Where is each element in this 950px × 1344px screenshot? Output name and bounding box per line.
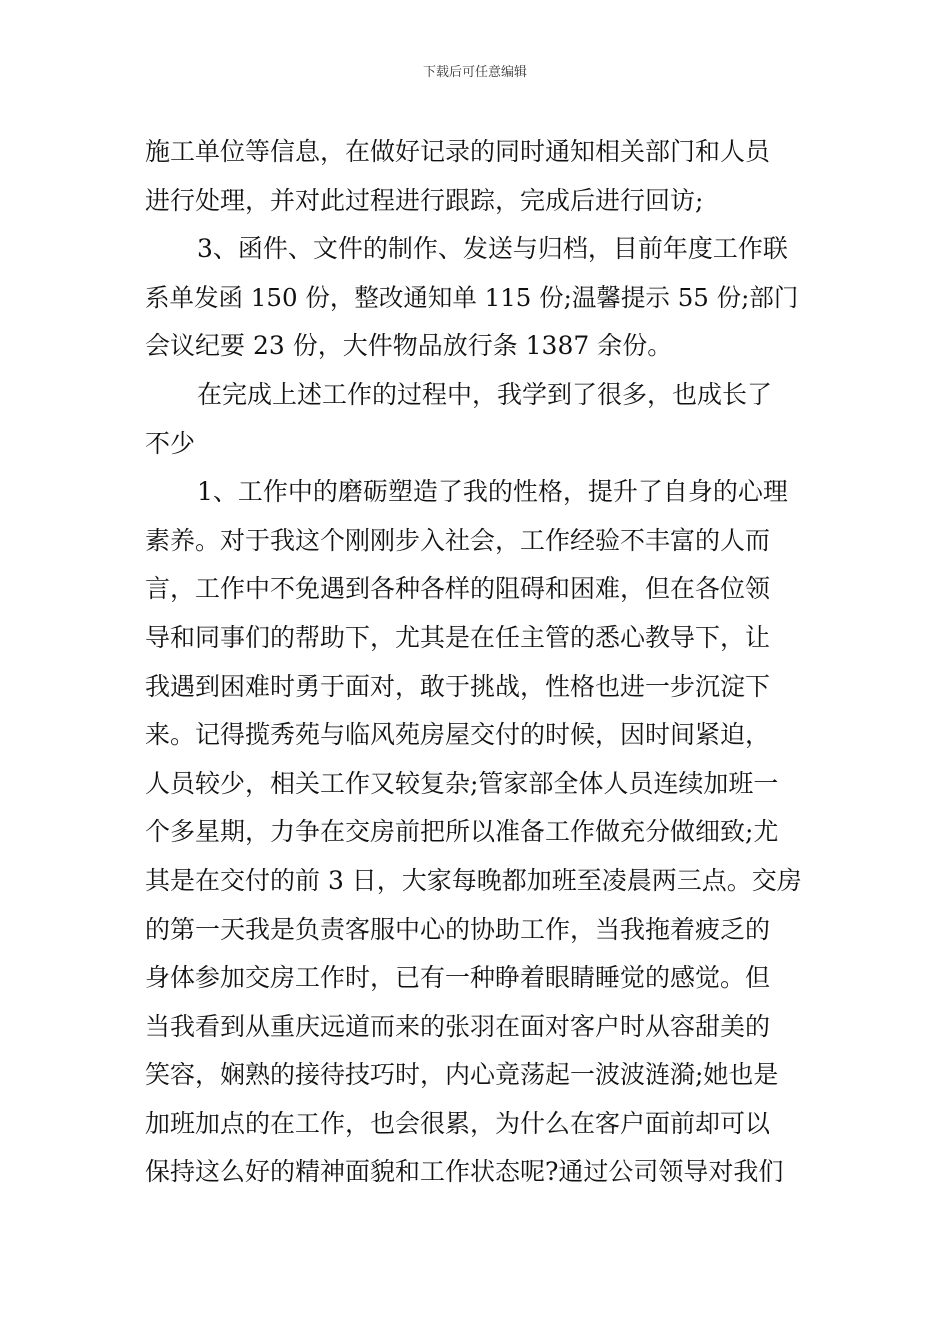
text-line: 施工单位等信息，在做好记录的同时通知相关部门和人员	[145, 137, 771, 166]
text-line: 素养。对于我这个刚刚步入社会，工作经验不丰富的人而	[145, 525, 771, 555]
page-header: 下载后可任意编辑	[422, 65, 527, 80]
text-line: 来。记得揽秀苑与临风苑房屋交付的时候，因时间紧迫，	[145, 720, 771, 750]
document-body	[145, 128, 810, 1197]
text-line: 3、函件、文件的制作、发送与归档，目前年度工作联	[197, 234, 788, 264]
text-line: 系单发函 150 份，整改通知单 115 份;温馨提示 55 份;部门	[145, 282, 799, 312]
text-line: 我遇到困难时勇于面对，敢于挑战，性格也进一步沉淀下	[145, 671, 771, 701]
text-line: 进行处理，并对此过程进行跟踪，完成后进行回访;	[145, 185, 704, 215]
text-line: 加班加点的在工作，也会很累，为什么在客户面前却可以	[145, 1108, 771, 1138]
text-line: 1、工作中的磨砺塑造了我的性格，提升了自身的心理	[197, 477, 788, 507]
text-line: 身体参加交房工作时，已有一种睁着眼睛睡觉的感觉。但	[145, 963, 771, 993]
text-line: 导和同事们的帮助下，尤其是在任主管的悉心教导下，让	[145, 622, 771, 652]
text-line: 保持这么好的精神面貌和工作状态呢?通过公司领导对我们	[145, 1157, 784, 1187]
text-line: 其是在交付的前 3 日，大家每晚都加班至凌晨两三点。交房	[145, 865, 802, 895]
text-line: 在完成上述工作的过程中，我学到了很多，也成长了	[197, 379, 773, 409]
text-line: 的第一天我是负责客服中心的协助工作，当我拖着疲乏的	[145, 914, 771, 944]
text-line: 人员较少，相关工作又较复杂;管家部全体人员连续加班一	[145, 768, 779, 798]
text-line: 言，工作中不免遇到各种各样的阻碍和困难，但在各位领	[145, 574, 771, 604]
text-line: 笑容，娴熟的接待技巧时，内心竟荡起一波波涟漪;她也是	[145, 1060, 779, 1090]
text-line: 个多星期，力争在交房前把所以准备工作做充分做细致;尤	[145, 817, 779, 847]
text-line: 当我看到从重庆远道而来的张羽在面对客户时从容甜美的	[145, 1011, 771, 1041]
text-line: 会议纪要 23 份，大件物品放行条 1387 余份。	[145, 331, 673, 361]
text-line: 不少	[145, 428, 196, 458]
